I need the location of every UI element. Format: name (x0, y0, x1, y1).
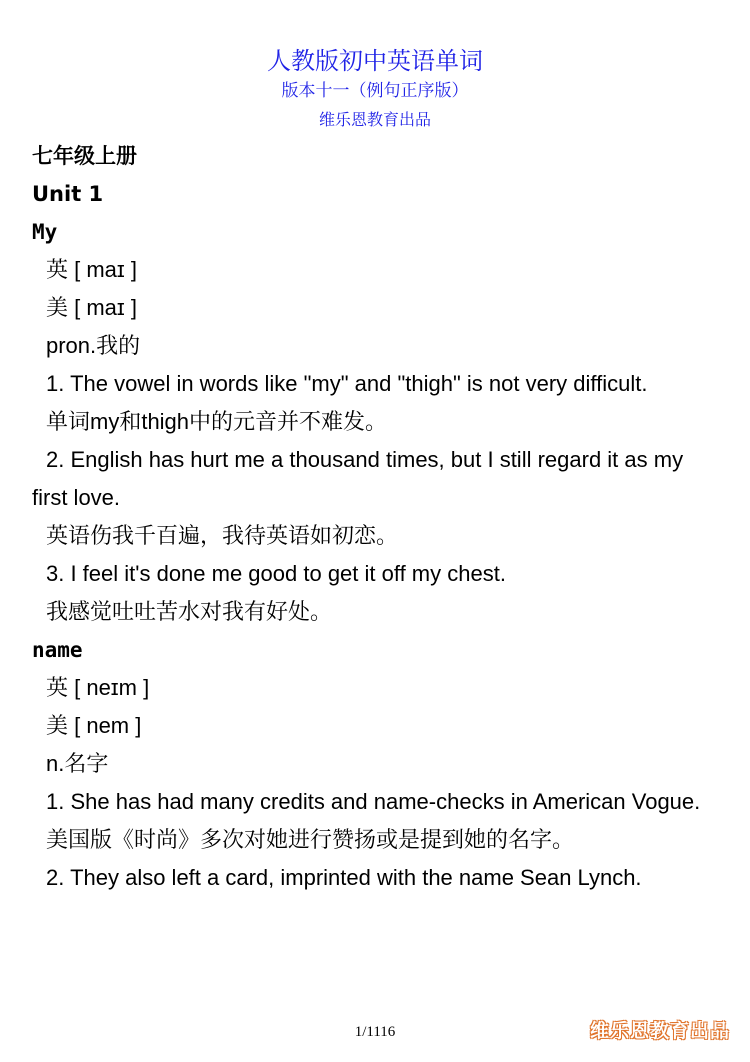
example-chinese: 英语伤我千百遍，我待英语如初恋。 (46, 523, 399, 548)
example-english: 2. English has hurt me a thousand times, but I still regard it as my first love. (32, 447, 690, 510)
uk-pronunciation: 英 [ neɪm ] (46, 675, 150, 700)
us-pronunciation: 美 [ nem ] (46, 713, 142, 738)
example-chinese: 美国版《时尚》多次对她进行赞扬或是提到她的名字。 (46, 827, 575, 852)
example-english: 2. They also left a card, imprinted with the name Sean Lynch. (46, 865, 642, 890)
document-title: 人教版初中英语单词 (267, 47, 483, 75)
publisher-line: 维乐恩教育出品 (318, 110, 431, 129)
example-chinese: 我感觉吐吐苦水对我有好处。 (46, 599, 333, 624)
example-chinese: 单词my和thigh中的元音并不难发。 (46, 409, 388, 434)
page-number: 1/1116 (354, 1024, 396, 1040)
entry-word: My (32, 220, 58, 244)
publisher-watermark: 维乐恩教育出品 (589, 1020, 730, 1042)
part-of-speech: pron.我的 (46, 333, 141, 358)
unit-heading: Unit 1 (32, 182, 104, 206)
uk-pronunciation: 英 [ maɪ ] (46, 257, 137, 282)
entry-word: name (32, 638, 83, 662)
example-english: 1. She has had many credits and name-checks in American Vogue. (46, 789, 701, 814)
example-english: 1. The vowel in words like "my" and "thigh" is not very difficult. (46, 371, 648, 396)
document-body (32, 137, 722, 897)
grade-heading: 七年级上册 (32, 144, 137, 168)
us-pronunciation: 美 [ maɪ ] (46, 295, 137, 320)
example-english: 3. I feel it's done me good to get it off my chest. (46, 561, 506, 586)
document-subtitle: 版本十一（例句正序版） (281, 81, 469, 101)
part-of-speech: n.名字 (46, 751, 109, 776)
